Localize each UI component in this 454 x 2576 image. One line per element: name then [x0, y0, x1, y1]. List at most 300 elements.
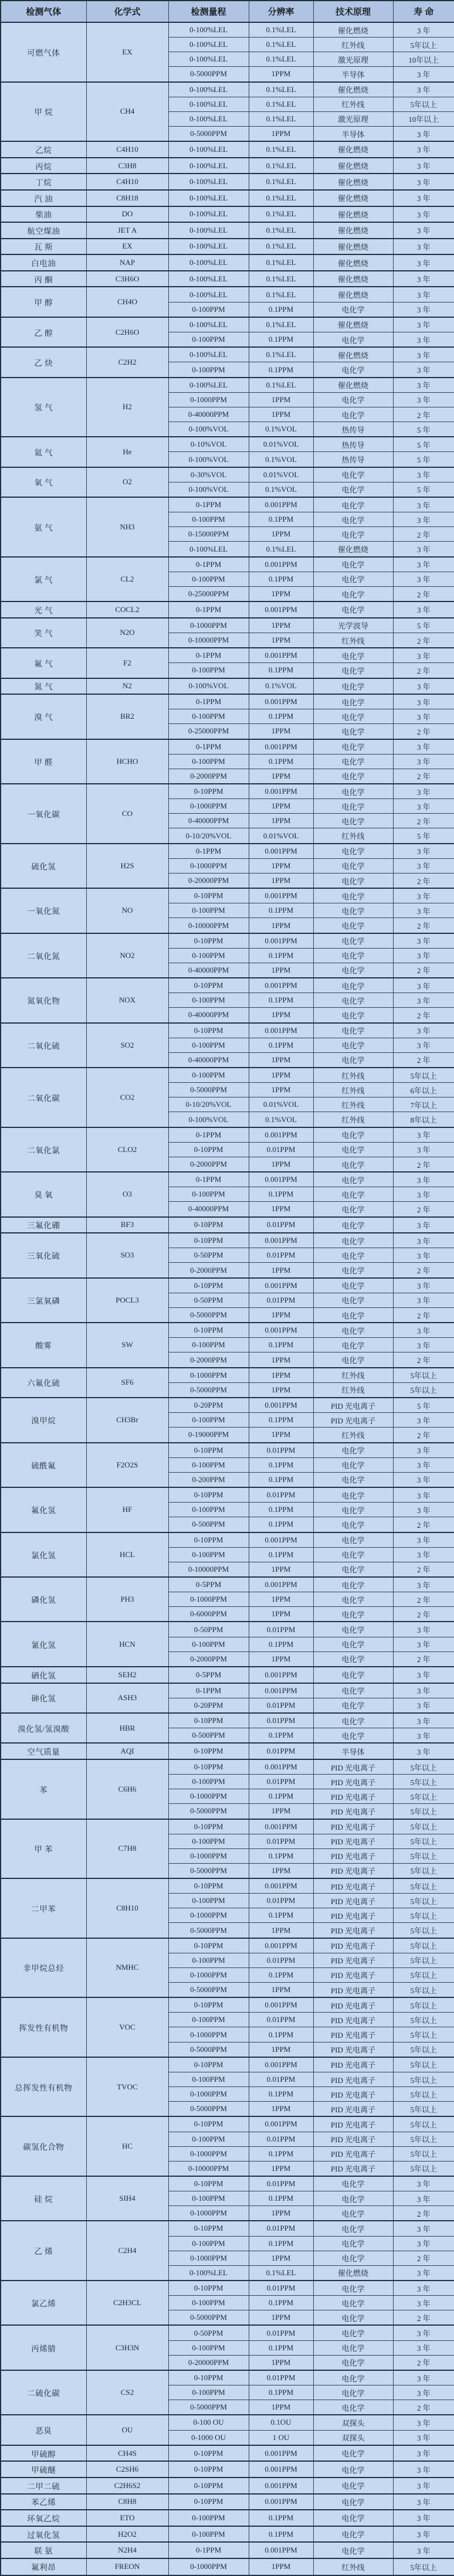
gas-name-cell: 甲硫醇 [1, 2445, 86, 2462]
resolution-cell: 0.1PPM [249, 1457, 313, 1472]
lifespan-cell: 2 年 [393, 1352, 454, 1368]
range-cell: 0-1000PPM [168, 2251, 249, 2265]
principle-cell: 红外线 [313, 1428, 393, 1443]
gas-name-cell: 航空煤油 [1, 222, 86, 239]
lifespan-cell: 5年以上 [393, 1804, 454, 1819]
principle-cell: 电化学 [313, 2236, 393, 2251]
lifespan-cell: 3 年 [393, 1622, 454, 1637]
lifespan-cell: 2 年 [393, 633, 454, 648]
table-row [1, 1443, 454, 1458]
resolution-cell: 0.01PPM [249, 2221, 313, 2236]
range-cell: 0-10PPM [168, 1938, 249, 1953]
formula-cell: ETO [86, 2510, 168, 2526]
principle-cell: 电化学 [313, 2191, 393, 2206]
range-cell: 0-10PPM [168, 2494, 249, 2510]
resolution-cell: 0.1%LEL [249, 347, 313, 362]
principle-cell: 电化学 [313, 497, 393, 512]
lifespan-cell: 2 年 [393, 1307, 454, 1323]
principle-cell: PID 光电离子 [313, 2146, 393, 2161]
range-cell: 0-5PPM [168, 1667, 249, 1683]
resolution-cell: 0.1PPM [249, 2296, 313, 2310]
range-cell: 0-2000PPM [168, 1157, 249, 1172]
range-cell: 0-10PPM [168, 1878, 249, 1894]
range-cell: 0-20000PPM [168, 873, 249, 888]
lifespan-cell: 2 年 [393, 1263, 454, 1278]
table-row [1, 1819, 454, 1834]
principle-cell: PID 光电离子 [313, 2116, 393, 2132]
gas-name-cell: 环氧乙烷 [1, 2510, 86, 2526]
formula-cell: C3H6O [86, 271, 168, 287]
lifespan-cell: 5年以上 [393, 1894, 454, 1908]
lifespan-cell: 2 年 [393, 1592, 454, 1607]
resolution-cell: 1PPM [249, 1382, 313, 1398]
formula-cell: CH4O [86, 287, 168, 317]
range-cell: 0-100%LEL [168, 287, 249, 302]
table-row [1, 557, 454, 572]
table-row [1, 497, 454, 512]
resolution-cell: 0.001PPM [249, 1759, 313, 1775]
range-cell: 0-100%LEL [168, 378, 249, 393]
lifespan-cell: 3 年 [393, 933, 454, 949]
range-cell: 0-100PPM [168, 362, 249, 378]
lifespan-cell: 3 年 [393, 2265, 454, 2281]
formula-cell: DO [86, 206, 168, 223]
lifespan-cell: 5年以上 [393, 38, 454, 52]
resolution-cell: 1PPM [249, 814, 313, 828]
gas-name-cell: 氯化氢 [1, 1532, 86, 1577]
range-cell: 0-1PPM [168, 557, 249, 572]
principle-cell: PID 光电离子 [313, 2057, 393, 2072]
lifespan-cell: 3 年 [393, 2510, 454, 2526]
range-cell: 0-10PPM [168, 1323, 249, 1338]
formula-cell: C6H6 [86, 1759, 168, 1819]
resolution-cell: 0.1%LEL [249, 190, 313, 206]
formula-cell: HC [86, 2116, 168, 2176]
range-cell: 0-1PPM [168, 1172, 249, 1187]
gas-name-cell: 氨 气 [1, 497, 86, 557]
principle-cell: 电化学 [313, 1667, 393, 1683]
gas-name-cell: 过氧化氢 [1, 2526, 86, 2543]
gas-name-cell: 乙烷 [1, 141, 86, 158]
range-cell: 0-100PPM [168, 1894, 249, 1908]
resolution-cell: 0.01PPM [249, 1743, 313, 1759]
gas-name-cell: 苯 [1, 1759, 86, 1819]
resolution-cell: 1PPM [249, 1008, 313, 1023]
principle-cell: PID 光电离子 [313, 1775, 393, 1789]
resolution-cell: 0.1PPM [249, 1413, 313, 1428]
principle-cell: 电化学 [313, 2400, 393, 2415]
table-row [1, 1997, 454, 2013]
formula-cell: HBR [86, 1713, 168, 1743]
principle-cell: 电化学 [313, 1443, 393, 1458]
resolution-cell: 0.01%VOL [249, 828, 313, 844]
resolution-cell: 1PPM [249, 2161, 313, 2176]
formula-cell: NH3 [86, 497, 168, 557]
range-cell: 0-30%VOL [168, 467, 249, 482]
lifespan-cell: 3 年 [393, 978, 454, 993]
range-cell: 0-40000PPM [168, 1202, 249, 1217]
range-cell: 0-5PPM [168, 1577, 249, 1592]
header-lifespan: 寿 命 [393, 1, 454, 22]
formula-cell: SW [86, 1323, 168, 1367]
range-cell: 0-1PPM [168, 1127, 249, 1143]
range-cell: 0-5000PPM [168, 2042, 249, 2057]
gas-name-cell: 二氧化氮 [1, 933, 86, 978]
table-row [1, 1278, 454, 1293]
principle-cell: 电化学 [313, 407, 393, 422]
principle-cell: 电化学 [313, 2445, 393, 2462]
principle-cell: 电化学 [313, 601, 393, 618]
lifespan-cell: 10年以上 [393, 52, 454, 67]
resolution-cell: 0.1PPM [249, 1728, 313, 1744]
formula-cell: CH3Br [86, 1398, 168, 1442]
principle-cell: PID 光电离子 [313, 1759, 393, 1775]
resolution-cell: 0.001PPM [249, 784, 313, 799]
lifespan-cell: 3 年 [393, 1142, 454, 1157]
formula-cell: EX [86, 239, 168, 255]
lifespan-cell: 3 年 [393, 739, 454, 755]
range-cell: 0-5000PPM [168, 1382, 249, 1398]
range-cell: 0-10PPM [168, 2281, 249, 2296]
lifespan-cell: 3 年 [393, 67, 454, 82]
range-cell: 0-1000PPM [168, 392, 249, 407]
range-cell: 0-1PPM [168, 2542, 249, 2558]
lifespan-cell: 3 年 [393, 572, 454, 586]
table-row [1, 844, 454, 859]
principle-cell: 激光原理 [313, 52, 393, 67]
range-cell: 0-100PPM [168, 2132, 249, 2146]
gas-name-cell: 六氟化硫 [1, 1368, 86, 1398]
principle-cell: 电化学 [313, 888, 393, 903]
resolution-cell: 1PPM [249, 1592, 313, 1607]
resolution-cell: 1PPM [249, 1923, 313, 1938]
principle-cell: 电化学 [313, 1487, 393, 1503]
principle-cell: 电化学 [313, 586, 393, 601]
gas-name-cell: 硫化氢 [1, 844, 86, 888]
resolution-cell: 1PPM [249, 1202, 313, 1217]
principle-cell: 催化燃烧 [313, 141, 393, 158]
resolution-cell: 0.001PPM [249, 2494, 313, 2510]
lifespan-cell: 2 年 [393, 1607, 454, 1622]
table-row [1, 1577, 454, 1592]
gas-name-cell: 硒化氢 [1, 1667, 86, 1683]
range-cell: 0-5000PPM [168, 2102, 249, 2117]
formula-cell: OU [86, 2415, 168, 2445]
resolution-cell: 1PPM [249, 1607, 313, 1622]
table-row [1, 2510, 454, 2526]
range-cell: 0-10PPM [168, 1759, 249, 1775]
table-row [1, 648, 454, 663]
principle-cell: PID 光电离子 [313, 1398, 393, 1413]
principle-cell: 电化学 [313, 2370, 393, 2385]
resolution-cell: 0.1PPM [249, 1547, 313, 1562]
lifespan-cell: 3 年 [393, 2445, 454, 2462]
principle-cell: 电化学 [313, 482, 393, 497]
range-cell: 0-100PPM [168, 1503, 249, 1517]
principle-cell: 电化学 [313, 302, 393, 317]
gas-name-cell: 三氟化硼 [1, 1217, 86, 1233]
range-cell: 0-100%VOL [168, 422, 249, 437]
range-cell: 0-10000PPM [168, 1562, 249, 1577]
range-cell: 0-1000PPM [168, 858, 249, 873]
formula-cell: NMHC [86, 1938, 168, 1998]
range-cell: 0-100PPM [168, 512, 249, 527]
formula-cell: FREON [86, 2558, 168, 2575]
lifespan-cell: 3 年 [393, 2176, 454, 2191]
lifespan-cell: 2 年 [393, 1517, 454, 1532]
lifespan-cell: 5年以上 [393, 1759, 454, 1775]
lifespan-cell: 2 年 [393, 2206, 454, 2221]
range-cell: 0-100PPM [168, 1068, 249, 1083]
resolution-cell: 1PPM [249, 1651, 313, 1667]
gas-name-cell: 溴甲烷 [1, 1398, 86, 1442]
resolution-cell: 1PPM [249, 963, 313, 978]
range-cell: 0-5000PPM [168, 126, 249, 141]
lifespan-cell: 3 年 [393, 2325, 454, 2340]
lifespan-cell: 3 年 [393, 1743, 454, 1759]
lifespan-cell: 3 年 [393, 2526, 454, 2543]
principle-cell: 电化学 [313, 2542, 393, 2558]
resolution-cell: 0.1%LEL [249, 239, 313, 255]
resolution-cell: 0.1%LEL [249, 254, 313, 271]
principle-cell: PID 光电离子 [313, 2132, 393, 2146]
resolution-cell: 0.001PPM [249, 2445, 313, 2462]
resolution-cell: 0.01PPM [249, 2176, 313, 2191]
principle-cell: 催化燃烧 [313, 22, 393, 38]
range-cell: 0-2000PPM [168, 1352, 249, 1368]
formula-cell: C2SH6 [86, 2461, 168, 2478]
resolution-cell: 1PPM [249, 67, 313, 82]
resolution-cell: 0.1PPM [249, 1038, 313, 1052]
principle-cell: 电化学 [313, 1233, 393, 1248]
range-cell: 0-10PPM [168, 888, 249, 903]
gas-name-cell: 臭 氧 [1, 1172, 86, 1216]
resolution-cell: 0.01PPM [249, 1834, 313, 1848]
principle-cell: 电化学 [313, 2478, 393, 2494]
table-row [1, 2370, 454, 2385]
lifespan-cell: 5 年 [393, 618, 454, 633]
principle-cell: 电化学 [313, 663, 393, 678]
lifespan-cell: 3 年 [393, 601, 454, 618]
resolution-cell: 1PPM [249, 724, 313, 739]
resolution-cell: 1PPM [249, 618, 313, 633]
lifespan-cell: 5年以上 [393, 1863, 454, 1878]
principle-cell: 电化学 [313, 1157, 393, 1172]
table-row [1, 694, 454, 709]
lifespan-cell: 2 年 [393, 1428, 454, 1443]
gas-name-cell: 碳氢化合物 [1, 2116, 86, 2176]
gas-name-cell: 总挥发性有机物 [1, 2057, 86, 2117]
lifespan-cell: 5 年 [393, 452, 454, 467]
range-cell: 0-100PPM [168, 1547, 249, 1562]
resolution-cell: 0.1%VOL [249, 452, 313, 467]
range-cell: 0-100%LEL [168, 141, 249, 158]
resolution-cell: 0.1PPM [249, 2146, 313, 2161]
gas-name-cell: 二硫化碳 [1, 2370, 86, 2415]
lifespan-cell: 2 年 [393, 586, 454, 601]
resolution-cell: 0.01PPM [249, 2281, 313, 2296]
principle-cell: 红外线 [313, 1097, 393, 1112]
resolution-cell: 0.1PPM [249, 362, 313, 378]
range-cell: 0-500PPM [168, 1517, 249, 1532]
lifespan-cell: 3 年 [393, 1698, 454, 1713]
resolution-cell: 0.001PPM [249, 1323, 313, 1338]
resolution-cell: 0.1%LEL [249, 158, 313, 174]
table-row [1, 2325, 454, 2340]
resolution-cell: 1PPM [249, 2102, 313, 2117]
lifespan-cell: 3 年 [393, 1038, 454, 1052]
principle-cell: PID 光电离子 [313, 1923, 393, 1938]
lifespan-cell: 5年以上 [393, 1967, 454, 1982]
table-row [1, 141, 454, 158]
lifespan-cell: 3 年 [393, 1637, 454, 1651]
resolution-cell: 0.1PPM [249, 302, 313, 317]
table-row [1, 437, 454, 452]
lifespan-cell: 5年以上 [393, 97, 454, 111]
lifespan-cell: 2 年 [393, 2310, 454, 2326]
range-cell: 0-10PPM [168, 1023, 249, 1038]
lifespan-cell: 3 年 [393, 392, 454, 407]
lifespan-cell: 8年以上 [393, 1112, 454, 1127]
resolution-cell: 0.1PPM [249, 512, 313, 527]
principle-cell: PID 光电离子 [313, 1938, 393, 1953]
lifespan-cell: 5年以上 [393, 1997, 454, 2013]
resolution-cell: 0.001PPM [249, 1667, 313, 1683]
resolution-cell: 0.001PPM [249, 2461, 313, 2478]
lifespan-cell: 2 年 [393, 527, 454, 542]
range-cell: 0-20000PPM [168, 2355, 249, 2370]
principle-cell: 催化燃烧 [313, 254, 393, 271]
header-technology: 技术原理 [313, 1, 393, 22]
range-cell: 0-40000PPM [168, 407, 249, 422]
principle-cell: 催化燃烧 [313, 239, 393, 255]
lifespan-cell: 3 年 [393, 1547, 454, 1562]
lifespan-cell: 2 年 [393, 769, 454, 784]
principle-cell: 电化学 [313, 1607, 393, 1622]
lifespan-cell: 10年以上 [393, 111, 454, 126]
lifespan-cell: 3 年 [393, 1172, 454, 1187]
formula-cell: HCL [86, 1532, 168, 1577]
formula-cell: N2 [86, 678, 168, 695]
range-cell: 0-200PPM [168, 1472, 249, 1487]
resolution-cell: 0.001PPM [249, 648, 313, 663]
resolution-cell: 0.1PPM [249, 2340, 313, 2355]
lifespan-cell: 3 年 [393, 694, 454, 709]
range-cell: 0-100%LEL [168, 317, 249, 332]
range-cell: 0-10000PPM [168, 2161, 249, 2176]
range-cell: 0-1000PPM [168, 1848, 249, 1863]
principle-cell: 电化学 [313, 1532, 393, 1548]
resolution-cell: 0.01PPM [249, 1293, 313, 1307]
gas-name-cell: 氟化氢 [1, 1487, 86, 1532]
table-row [1, 2445, 454, 2462]
range-cell: 0-5000PPM [168, 1983, 249, 1998]
gas-name-cell: 氯乙烯 [1, 2281, 86, 2325]
lifespan-cell: 3 年 [393, 497, 454, 512]
lifespan-cell: 3 年 [393, 1472, 454, 1487]
range-cell: 0-100PPM [168, 1187, 249, 1202]
table-row [1, 82, 454, 97]
principle-cell: PID 光电离子 [313, 1834, 393, 1848]
range-cell: 0-1PPM [168, 497, 249, 512]
formula-cell: C7H8 [86, 1819, 168, 1879]
formula-cell: C3H3N [86, 2325, 168, 2370]
principle-cell: PID 光电离子 [313, 1953, 393, 1967]
formula-cell: SF6 [86, 1368, 168, 1398]
lifespan-cell: 5 年 [393, 422, 454, 437]
gas-name-cell: 磷化氢 [1, 1577, 86, 1622]
header-row [1, 1, 454, 22]
range-cell: 0-100PPM [168, 2013, 249, 2027]
resolution-cell: 1PPM [249, 1068, 313, 1083]
table-row [1, 317, 454, 332]
range-cell: 0-1000PPM [168, 618, 249, 633]
range-cell: 0-10PPM [168, 978, 249, 993]
range-cell: 0-10/20%VOL [168, 828, 249, 844]
table-row [1, 378, 454, 393]
resolution-cell: 0.001PPM [249, 694, 313, 709]
resolution-cell: 0.01PPM [249, 1894, 313, 1908]
range-cell: 0-1000PPM [168, 799, 249, 814]
resolution-cell: 0.1PPM [249, 2510, 313, 2526]
lifespan-cell: 5年以上 [393, 1068, 454, 1083]
resolution-cell: 0.1%VOL [249, 1112, 313, 1127]
lifespan-cell: 3 年 [393, 362, 454, 378]
principle-cell: 催化燃烧 [313, 317, 393, 332]
table-row [1, 467, 454, 482]
lifespan-cell: 3 年 [393, 512, 454, 527]
resolution-cell: 0.1PPM [249, 663, 313, 678]
range-cell: 0-5000PPM [168, 1307, 249, 1323]
resolution-cell: 0.01PPM [249, 2132, 313, 2146]
formula-cell: AQI [86, 1743, 168, 1759]
range-cell: 0-1PPM [168, 601, 249, 618]
gas-name-cell: 甲 醇 [1, 287, 86, 317]
formula-cell: NAP [86, 254, 168, 271]
gas-name-cell: 硅 烷 [1, 2176, 86, 2221]
resolution-cell: 1PPM [249, 407, 313, 422]
lifespan-cell: 2 年 [393, 1562, 454, 1577]
table-row [1, 254, 454, 271]
resolution-cell: 0.01PPM [249, 2325, 313, 2340]
lifespan-cell: 5年以上 [393, 1368, 454, 1383]
principle-cell: 双探头 [313, 2430, 393, 2445]
formula-cell: C4H10 [86, 141, 168, 158]
range-cell: 0-100%VOL [168, 482, 249, 497]
lifespan-cell: 3 年 [393, 2461, 454, 2478]
range-cell: 0-1000PPM [168, 2087, 249, 2102]
principle-cell: 双探头 [313, 2415, 393, 2430]
principle-cell: 电化学 [313, 557, 393, 572]
principle-cell: PID 光电离子 [313, 2072, 393, 2086]
range-cell: 0-100PPM [168, 332, 249, 348]
table-row [1, 601, 454, 618]
table-row [1, 1127, 454, 1143]
lifespan-cell: 2 年 [393, 1052, 454, 1068]
range-cell: 0-100PPM [168, 2510, 249, 2526]
lifespan-cell: 3 年 [393, 2415, 454, 2430]
principle-cell: 催化燃烧 [313, 82, 393, 97]
lifespan-cell: 3 年 [393, 784, 454, 799]
principle-cell: 电化学 [313, 844, 393, 859]
gas-name-cell: 甲 醛 [1, 739, 86, 784]
principle-cell: 电化学 [313, 332, 393, 348]
principle-cell: PID 光电离子 [313, 1908, 393, 1923]
range-cell: 0-1000PPM [168, 1789, 249, 1804]
lifespan-cell: 3 年 [393, 2340, 454, 2355]
lifespan-cell: 3 年 [393, 2385, 454, 2400]
principle-cell: 电化学 [313, 1651, 393, 1667]
